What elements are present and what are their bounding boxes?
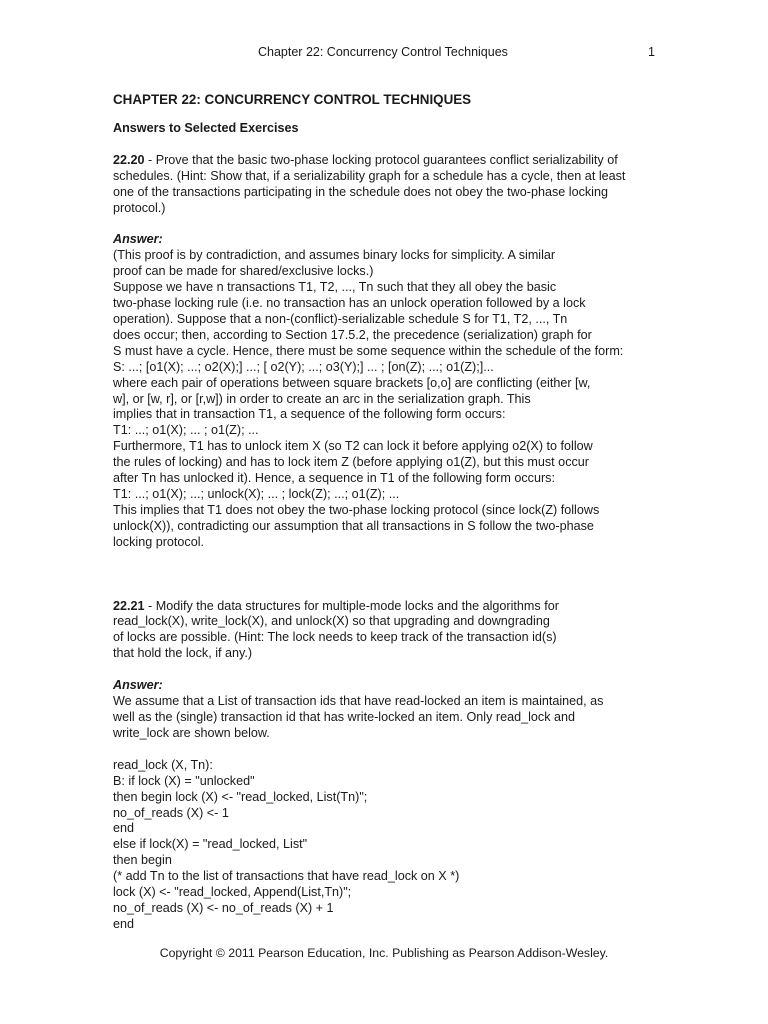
answer-line: operation). Suppose that a non-(conflict)-serializable schedule S for T1, T2, ..., Tn [113, 311, 568, 326]
answer-line: the rules of locking) and has to lock item Z (before applying o1(Z), but this must occur [113, 455, 589, 470]
answer-line: two-phase locking rule (i.e. no transaction has an unlock operation followed by a lock [113, 296, 586, 311]
exercise-question-line: schedules. (Hint: Show that, if a serializability graph for a schedule has a cycle, then at least [113, 168, 626, 183]
answer-heading: Answer: [113, 678, 163, 693]
chapter-title: CHAPTER 22: CONCURRENCY CONTROL TECHNIQUES [113, 92, 472, 107]
answer-line: S: ...; [o1(X); ...; o2(X);] ...; [ o2(Y); ...; o3(Y);] ... ; [on(Z); ...; o1(Z);]... [113, 359, 494, 374]
code-line: read_lock (X, Tn): [113, 757, 213, 772]
answer-heading: Answer: [113, 232, 163, 247]
answer-line: We assume that a List of transaction ids that have read-locked an item is maintained, as [113, 694, 604, 709]
exercise-number: 22.21 [113, 598, 145, 613]
answer-line: unlock(X)), contradicting our assumption that all transactions in S follow the two-phase [113, 518, 594, 533]
exercise-question-line: read_lock(X), write_lock(X), and unlock(X) so that upgrading and downgrading [113, 614, 550, 629]
exercise-question-line: that hold the lock, if any.) [113, 646, 253, 661]
header-title: Chapter 22: Concurrency Control Techniques [258, 45, 508, 59]
answer-line: (This proof is by contradiction, and assumes binary locks for simplicity. A similar [113, 248, 556, 263]
exercise-question-line: one of the transactions participating in the schedule does not obey the two-phase locking [113, 184, 608, 199]
exercise-22-21 [113, 599, 658, 933]
answer-line: This implies that T1 does not obey the two-phase locking protocol (since lock(Z) follows [113, 502, 600, 517]
answer-line: locking protocol. [113, 534, 205, 549]
code-line: lock (X) <- "read_locked, Append(List,Tn)"; [113, 885, 352, 900]
answer-line: S must have a cycle. Hence, there must be some sequence within the schedule of the form: [113, 343, 624, 358]
code-line: no_of_reads (X) <- no_of_reads (X) + 1 [113, 900, 334, 915]
answer-line: where each pair of operations between square brackets [o,o] are conflicting (either [w, [113, 375, 591, 390]
exercise-question-first-line [113, 153, 658, 169]
answer-line: write_lock are shown below. [113, 725, 270, 740]
code-line: end [113, 821, 135, 836]
answer-line: after Tn has unlocked it). Hence, a sequence in T1 of the following form occurs: [113, 471, 555, 486]
code-line: then begin lock (X) <- "read_locked, List(Tn)"; [113, 789, 368, 804]
page-header [0, 45, 768, 61]
code-line: then begin [113, 853, 172, 868]
answer-line: T1: ...; o1(X); ...; unlock(X); ... ; lock(Z); ...; o1(Z); ... [113, 486, 400, 501]
answer-line: does occur; then, according to Section 17.5.2, the precedence (serialization) graph for [113, 327, 592, 342]
answer-line: Furthermore, T1 has to unlock item X (so T2 can lock it before applying o2(X) to follow [113, 439, 593, 454]
exercise-question-text: - Prove that the basic two-phase locking protocol guarantees conflict serializability of [144, 152, 618, 167]
exercise-question-line: of locks are possible. (Hint: The lock needs to keep track of the transaction id(s) [113, 630, 557, 645]
answer-line: w], or [w, r], or [r,w]) in order to create an arc in the serialization graph. This [113, 391, 531, 406]
exercise-number: 22.20 [113, 152, 145, 167]
answer-line: T1: ...; o1(X); ... ; o1(Z); ... [113, 423, 259, 438]
code-line: else if lock(X) = "read_locked, List" [113, 837, 308, 852]
code-line: end [113, 916, 135, 931]
answer-line: implies that in transaction T1, a sequence of the following form occurs: [113, 407, 506, 422]
answer-line: Suppose we have n transactions T1, T2, ..., Tn such that they all obey the basic [113, 280, 557, 295]
answer-line: well as the (single) transaction id that has write-locked an item. Only read_lock and [113, 710, 575, 724]
page-footer: Copyright © 2011 Pearson Education, Inc. Publishing as Pearson Addison-Wesley. [159, 946, 609, 960]
code-line: no_of_reads (X) <- 1 [113, 805, 229, 820]
code-line: B: if lock (X) = "unlocked" [113, 773, 255, 788]
code-line: (* add Tn to the list of transactions that have read_lock on X *) [113, 869, 460, 884]
exercise-question-line: protocol.) [113, 200, 166, 215]
exercise-question-first-line [113, 599, 658, 615]
exercise-question-text: - Modify the data structures for multiple-mode locks and the algorithms for [144, 598, 559, 613]
section-title: Answers to Selected Exercises [113, 120, 299, 135]
answer-line: proof can be made for shared/exclusive locks.) [113, 264, 374, 279]
exercise-22-20 [113, 153, 658, 551]
page-number: 1 [648, 45, 655, 59]
document-body [113, 92, 658, 933]
